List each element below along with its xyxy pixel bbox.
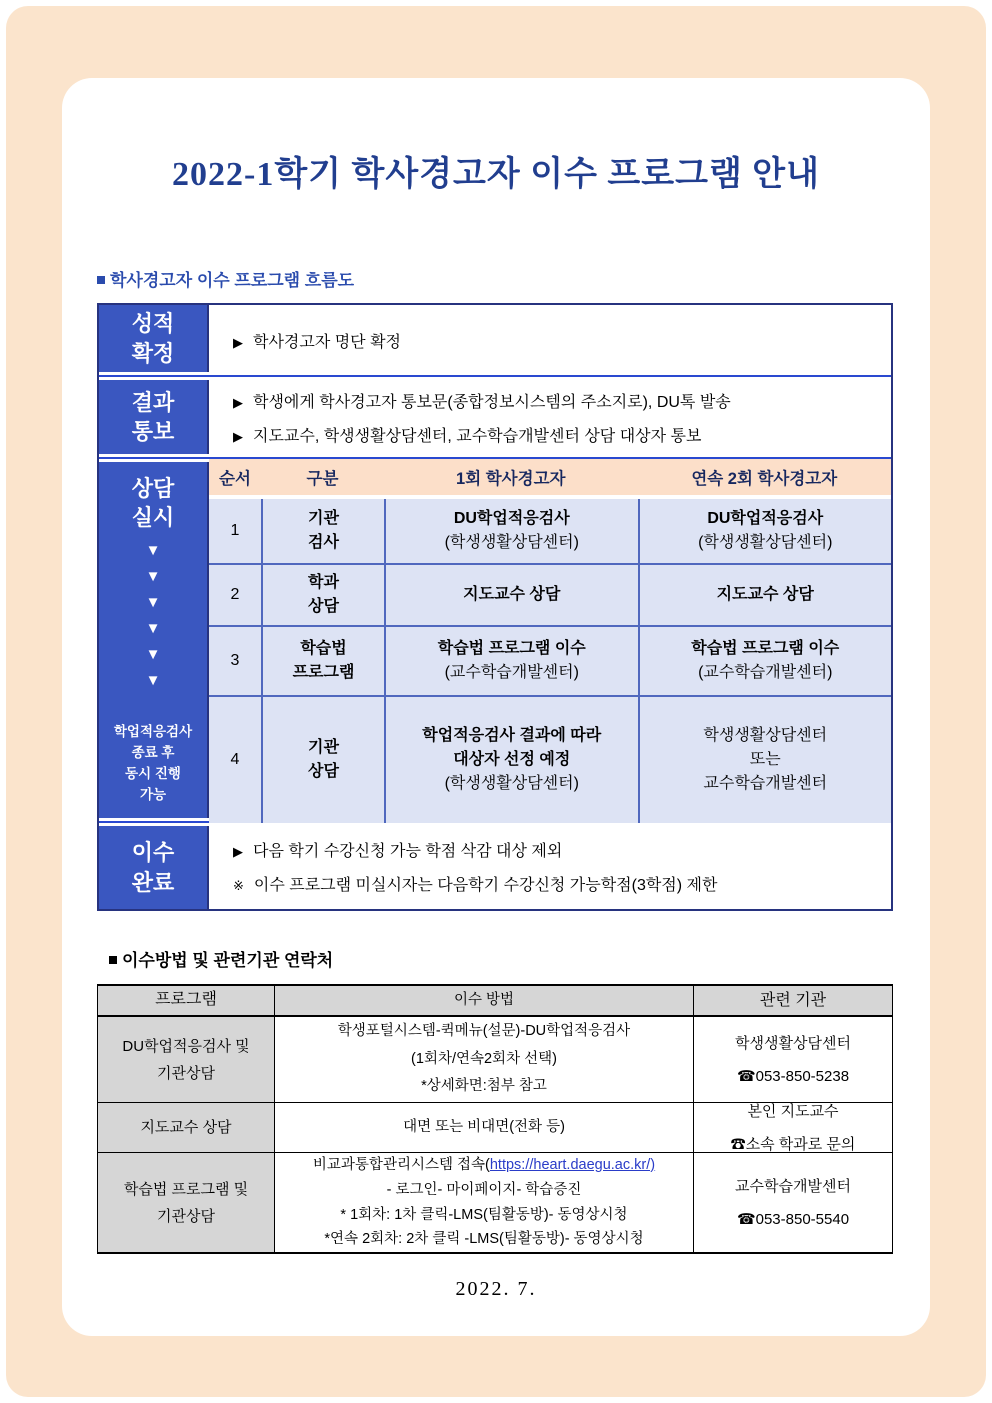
column-header-first-warning: 1회 학사경고자 — [384, 459, 638, 499]
org-cell: 본인 지도교수 ☎소속 학과로 문의 — [693, 1103, 892, 1152]
contact-section-heading — [109, 946, 333, 971]
table-cell-order: 2 — [209, 563, 261, 625]
table-cell-category: 학습법 프로그램 — [261, 625, 384, 695]
down-arrow-icon: ▼ — [145, 568, 161, 586]
table-cell-order: 4 — [209, 695, 261, 823]
program-cell: 학습법 프로그램 및 기관상담 — [98, 1153, 274, 1252]
column-header-order: 순서 — [209, 459, 261, 499]
program-cell: DU학업적응검사 및 기관상담 — [98, 1017, 274, 1102]
consult-side-note: 학업적응검사 종료 후 동시 진행 가능 — [113, 724, 193, 803]
method-line-with-link — [313, 1153, 655, 1178]
contact-row-learning-program — [98, 1152, 892, 1252]
down-arrow-icon: ▼ — [145, 646, 161, 664]
flow-item-text: 이수 프로그램 미실시자는 다음학기 수강신청 가능학점(3학점) 제한 — [253, 876, 718, 894]
method-link-prefix: 비교과통합관리시스템 접속( — [312, 1156, 490, 1173]
table-cell-category: 기관 검사 — [261, 499, 384, 563]
method-cell — [274, 1153, 693, 1252]
table-cell-first: 학습법 프로그램 이수 (교수학습개발센터) — [384, 625, 638, 695]
flow-section-heading — [97, 266, 354, 291]
stage-content — [209, 823, 891, 909]
flow-section-heading-text: 학사경고자 이수 프로그램 흐름도 — [110, 271, 355, 290]
table-cell-order: 3 — [209, 625, 261, 695]
stage-label-complete: 이수 완료 — [99, 826, 209, 909]
contact-table — [97, 984, 893, 1254]
triangle-bullet-icon: ▶ — [233, 843, 243, 859]
flow-item — [233, 329, 883, 352]
stage-label-grade-confirm: 성적 확정 — [99, 305, 209, 372]
table-cell-second: 지도교수 상담 — [638, 563, 892, 625]
flow-item-text: 지도교수, 학생생활상담센터, 교수학습개발센터 상담 대상자 통보 — [253, 427, 702, 445]
flow-item — [233, 423, 883, 446]
method-cell: 대면 또는 비대면(전화 등) — [274, 1103, 693, 1152]
square-bullet-icon — [109, 956, 117, 964]
contact-row-du-test — [98, 1016, 892, 1102]
flow-item — [233, 872, 883, 895]
contact-section-heading-text: 이수방법 및 관련기관 연락처 — [122, 951, 334, 970]
stage-label-consult — [99, 462, 209, 818]
flow-item — [233, 838, 883, 861]
column-header-program: 프로그램 — [98, 986, 274, 1015]
down-arrow-icon: ▼ — [145, 620, 161, 638]
down-arrow-icon: ▼ — [145, 594, 161, 612]
table-cell-second: 학생생활상담센터 또는 교수학습개발센터 — [638, 695, 892, 823]
table-cell-order: 1 — [209, 499, 261, 563]
triangle-bullet-icon: ▶ — [233, 334, 243, 350]
contact-table-header-row — [98, 986, 892, 1016]
document-card — [62, 78, 930, 1336]
stage-content — [209, 377, 891, 457]
table-cell-second: DU학업적응검사 (학생생활상담센터) — [638, 499, 892, 563]
method-cell: 학생포털시스템-퀵메뉴(설문)-DU학업적응검사 (1회차/연속2회차 선택) *상세화면:첨부 참고 — [274, 1017, 693, 1102]
column-header-category: 구분 — [261, 459, 384, 499]
table-cell-first: DU학업적응검사 (학생생활상담센터) — [384, 499, 638, 563]
table-cell-first: 학업적응검사 결과에 따라 대상자 선정 예정 (학생생활상담센터) — [384, 695, 638, 823]
table-cell-category: 학과 상담 — [261, 563, 384, 625]
page-title: 2022-1학기 학사경고자 이수 프로그램 안내 — [172, 156, 820, 193]
triangle-bullet-icon: ▶ — [233, 428, 243, 444]
table-cell-first: 지도교수 상담 — [384, 563, 638, 625]
table-cell-category: 기관 상담 — [261, 695, 384, 823]
heart-system-link[interactable]: https://heart.daegu.ac.kr/) — [489, 1156, 656, 1173]
flow-item-text: 학사경고자 명단 확정 — [253, 333, 401, 351]
method-extra-lines: - 로그인- 마이페이지- 학습증진 * 1회차: 1차 클릭-LMS(팀활동방)- 동영상시청 *연속 2회차: 2차 클릭 -LMS(팀활동방)- 동영상시청 — [324, 1181, 644, 1248]
flow-item-text: 학생에게 학사경고자 통보문(종합정보시스템의 주소지로), DU톡 발송 — [253, 393, 731, 411]
reference-mark-icon: ※ — [233, 877, 244, 893]
org-cell: 교수학습개발센터 ☎053-850-5540 — [693, 1153, 892, 1252]
flow-table — [97, 303, 893, 911]
column-header-second-warning: 연속 2회 학사경고자 — [638, 459, 892, 499]
stage-label-result-notice: 결과 통보 — [99, 380, 209, 454]
stage-label-text: 상담 실시 — [131, 476, 175, 531]
program-cell: 지도교수 상담 — [98, 1103, 274, 1152]
flow-item — [233, 389, 883, 412]
contact-row-advisor — [98, 1102, 892, 1152]
down-arrow-icon: ▼ — [145, 672, 161, 690]
flow-row-complete — [99, 821, 891, 909]
square-bullet-icon — [97, 276, 105, 284]
flow-item-text: 다음 학기 수강신청 가능 학점 삭감 대상 제외 — [253, 842, 563, 860]
org-cell: 학생생활상담센터 ☎053-850-5238 — [693, 1017, 892, 1102]
down-arrow-icon: ▼ — [145, 542, 161, 560]
column-header-method: 이수 방법 — [274, 986, 693, 1015]
triangle-bullet-icon: ▶ — [233, 394, 243, 410]
stage-content — [209, 305, 891, 375]
flow-row-grade-confirm — [99, 305, 891, 375]
flow-row-consult — [99, 457, 891, 821]
consult-inner-table — [209, 459, 891, 821]
table-cell-second: 학습법 프로그램 이수 (교수학습개발센터) — [638, 625, 892, 695]
footer-date: 2022. 7. — [455, 1278, 537, 1300]
column-header-org: 관련 기관 — [693, 986, 892, 1015]
flow-row-result-notice — [99, 375, 891, 457]
